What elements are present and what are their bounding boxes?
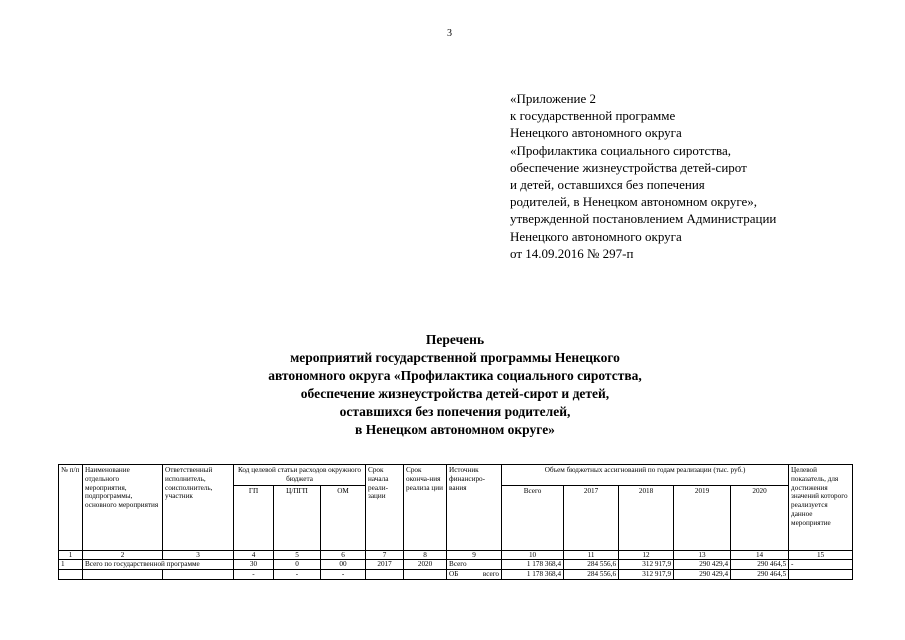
appendix-line: Ненецкого автономного округа: [510, 125, 682, 141]
page-number: 3: [447, 28, 452, 39]
column-number: 13: [674, 550, 731, 560]
cell-target: [789, 570, 853, 580]
cell-2019: 290 429,4: [674, 570, 731, 580]
cell-2019: 290 429,4: [674, 560, 731, 570]
title-line: Перечень: [425, 332, 485, 347]
header-start: Срок начала реали-зации: [366, 465, 404, 551]
cell-gp: -: [234, 570, 274, 580]
header-2017: 2017: [564, 485, 619, 550]
header-om: ОМ: [321, 485, 366, 550]
cell-2018: 312 917,9: [619, 570, 674, 580]
table-row: [59, 570, 853, 580]
column-number: 3: [163, 550, 234, 560]
title-line: обеспечение жизнеустройства детей-сирот и детей,: [300, 386, 610, 401]
column-number: 1: [59, 550, 83, 560]
cell-start: [366, 570, 404, 580]
cell-no: [59, 570, 83, 580]
header-row: [59, 465, 853, 486]
cell-responsible: [163, 570, 234, 580]
document-title: [200, 331, 710, 439]
appendix-line: утвержденной постановлением Администрации: [510, 211, 777, 227]
header-no: № п/п: [59, 465, 83, 551]
header-total: Всего: [502, 485, 564, 550]
column-number: 5: [274, 550, 321, 560]
cell-end: [404, 570, 447, 580]
cell-cpgp: -: [274, 570, 321, 580]
cell-source: [447, 570, 502, 580]
appendix-line: «Приложение 2: [510, 91, 597, 106]
cell-om: 00: [321, 560, 366, 570]
appendix-line: от 14.09.2016 № 297-п: [510, 245, 634, 261]
title-line: в Ненецком автономном округе»: [355, 422, 555, 437]
cell-2017: 284 556,6: [564, 560, 619, 570]
appendix-line: к государственной программе: [510, 108, 676, 124]
column-number-row: [59, 550, 853, 560]
column-number: 15: [789, 550, 853, 560]
cell-cpgp: 0: [274, 560, 321, 570]
column-number: 12: [619, 550, 674, 560]
appendix-line: «Профилактика социального сиротства,: [510, 142, 731, 158]
header-cpgp: Ц/ПГП: [274, 485, 321, 550]
column-number: 9: [447, 550, 502, 560]
cell-start: 2017: [366, 560, 404, 570]
column-number: 14: [731, 550, 789, 560]
cell-target: -: [789, 560, 853, 570]
measures-table: [58, 464, 853, 580]
title-line: мероприятий государственной программы Ненецкого: [290, 350, 620, 365]
header-2020: 2020: [731, 485, 789, 550]
cell-name: Всего по государственной программе: [83, 560, 234, 570]
header-name: Наименование отдельного мероприятия, подпрограммы, основного мероприятия: [83, 465, 163, 551]
column-number: 4: [234, 550, 274, 560]
cell-2017: 284 556,6: [564, 570, 619, 580]
cell-total: 1 178 368,4: [502, 570, 564, 580]
column-number: 2: [83, 550, 163, 560]
cell-name: [83, 570, 163, 580]
cell-end: 2020: [404, 560, 447, 570]
appendix-line: родителей, в Ненецком автономном округе»,: [510, 194, 758, 210]
appendix-line: и детей, оставшихся без попечения: [510, 177, 705, 193]
cell-2020: 290 464,5: [731, 560, 789, 570]
cell-no: 1: [59, 560, 83, 570]
header-gp: ГП: [234, 485, 274, 550]
header-target: Целевой показатель, для достижения значений которого реализуется данное мероприятие: [789, 465, 853, 551]
cell-om: -: [321, 570, 366, 580]
table-row: [59, 560, 853, 570]
appendix-block: [510, 90, 776, 262]
cell-2018: 312 917,9: [619, 560, 674, 570]
title-line: автономного округа «Профилактика социального сиротства,: [268, 368, 642, 383]
header-source: Источник финансиро-вания: [447, 465, 502, 551]
cell-total: 1 178 368,4: [502, 560, 564, 570]
header-2018: 2018: [619, 485, 674, 550]
column-number: 10: [502, 550, 564, 560]
column-number: 8: [404, 550, 447, 560]
header-end: Срок оконча-ния реализа ции: [404, 465, 447, 551]
column-number: 11: [564, 550, 619, 560]
cell-gp: 30: [234, 560, 274, 570]
header-2019: 2019: [674, 485, 731, 550]
cell-2020: 290 464,5: [731, 570, 789, 580]
cell-source: Всего: [447, 560, 502, 570]
cell-source-label: ОБ: [449, 570, 459, 579]
cell-source-sub: всего: [482, 570, 500, 579]
header-code-group: Код целевой статьи расходов окружного бюджета: [234, 465, 366, 486]
column-number: 6: [321, 550, 366, 560]
title-line: оставшихся без попечения родителей,: [339, 404, 571, 419]
appendix-line: обеспечение жизнеустройства детей-сирот: [510, 159, 747, 175]
column-number: 7: [366, 550, 404, 560]
appendix-line: Ненецкого автономного округа: [510, 228, 682, 244]
header-responsible: Ответственный исполнитель, соисполнитель, участник: [163, 465, 234, 551]
header-volume-group: Объем бюджетных ассигнований по годам реализации (тыс. руб.): [502, 465, 789, 486]
